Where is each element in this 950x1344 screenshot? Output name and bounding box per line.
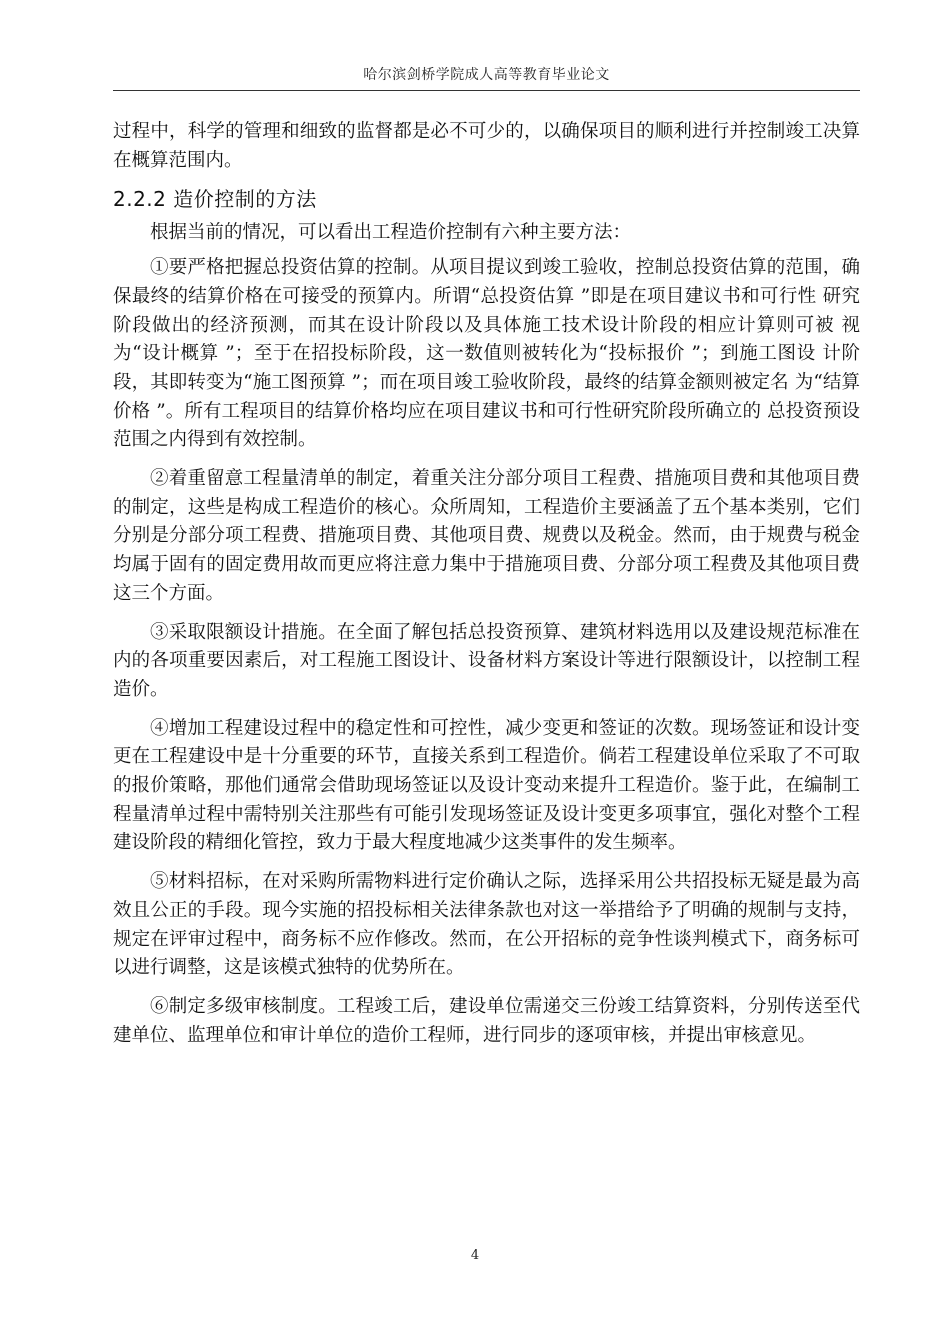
page-number: 4 bbox=[470, 1248, 480, 1263]
body-text bbox=[113, 118, 860, 1060]
method-paragraph-1: ①要严格把握总投资估算的控制。从项目提议到竣工验收，控制总投资估算的范围，确保最终的结算价格在可接受的预算内。所谓“总投资估算 ”即是在项目建议书和可行性 研究阶段做出的经济预测，而其在设计阶段以及具体施工技术设计阶段的相应计算则可被 视为“设计概算 ”；至于在招投标阶段，这一数值则被转化为“投标报价 ”；到施工图设 计阶段，其即转变为“施工图预算 ”；而在项目竣工验收阶段，最终的结算金额则被定名 为“结算价格 ”。所有工程项目的结算价格均应在项目建议书和可行性研究阶段所确立的 总投资预设范围之内得到有效控制。 bbox=[113, 257, 860, 451]
intro-paragraph: 根据当前的情况，可以看出工程造价控制有六种主要方法： bbox=[150, 222, 632, 244]
method-paragraph-6: ⑥制定多级审核制度。工程竣工后，建设单位需递交三份竣工结算资料，分别传送至代建单位、监理单位和审计单位的造价工程师，进行同步的逐项审核，并提出审核意见。 bbox=[113, 995, 860, 1046]
method-paragraph-3: ③采取限额设计措施。在全面了解包括总投资预算、建筑材料选用以及建设规范标准在内的各项重要因素后，对工程施工图设计、设备材料方案设计等进行限额设计，以控制工程造价。 bbox=[113, 621, 860, 700]
method-paragraph-5: ⑤材料招标，在对采购所需物料进行定价确认之际，选择采用公共招投标无疑是最为高效且公正的手段。现今实施的招投标相关法律条款也对这一举措给予了明确的规制与支持，规定在评审过程中，商务标不应作修改。然而，在公开招标的竞争性谈判模式下，商务标可以进行调整，这是该模式独特的优势所在。 bbox=[113, 871, 860, 979]
header-divider bbox=[113, 90, 860, 91]
page-header-title: 哈尔滨剑桥学院成人高等教育毕业论文 bbox=[363, 67, 610, 83]
continuation-paragraph: 过程中，科学的管理和细致的监督都是必不可少的，以确保项目的顺利进行并控制竣工决算在概算范围内。 bbox=[113, 121, 860, 171]
method-paragraph-2: ②着重留意工程量清单的制定，着重关注分部分项目工程费、措施项目费和其他项目费的制定，这些是构成工程造价的核心。众所周知，工程造价主要涵盖了五个基本类别，它们分别是分部分项工程费、措施项目费、其他项目费、规费以及税金。然而，由于规费与税金均属于固有的固定费用故而更应将注意力集中于措施项目费、分部分项工程费及其他项目费这三个方面。 bbox=[113, 468, 860, 604]
section-heading: 2.2.2 造价控制的方法 bbox=[113, 187, 317, 212]
method-paragraph-4: ④增加工程建设过程中的稳定性和可控性，减少变更和签证的次数。现场签证和设计变更在工程建设中是十分重要的环节，直接关系到工程造价。倘若工程建设单位采取了不可取的报价策略，那他们通常会借助现场签证以及设计变动来提升工程造价。鉴于此，在编制工程量清单过程中需特别关注那些有可能引发现场签证及设计变更多项事宜，强化对整个工程建设阶段的精细化管控，致力于最大程度地减少这类事件的发生频率。 bbox=[113, 717, 860, 854]
